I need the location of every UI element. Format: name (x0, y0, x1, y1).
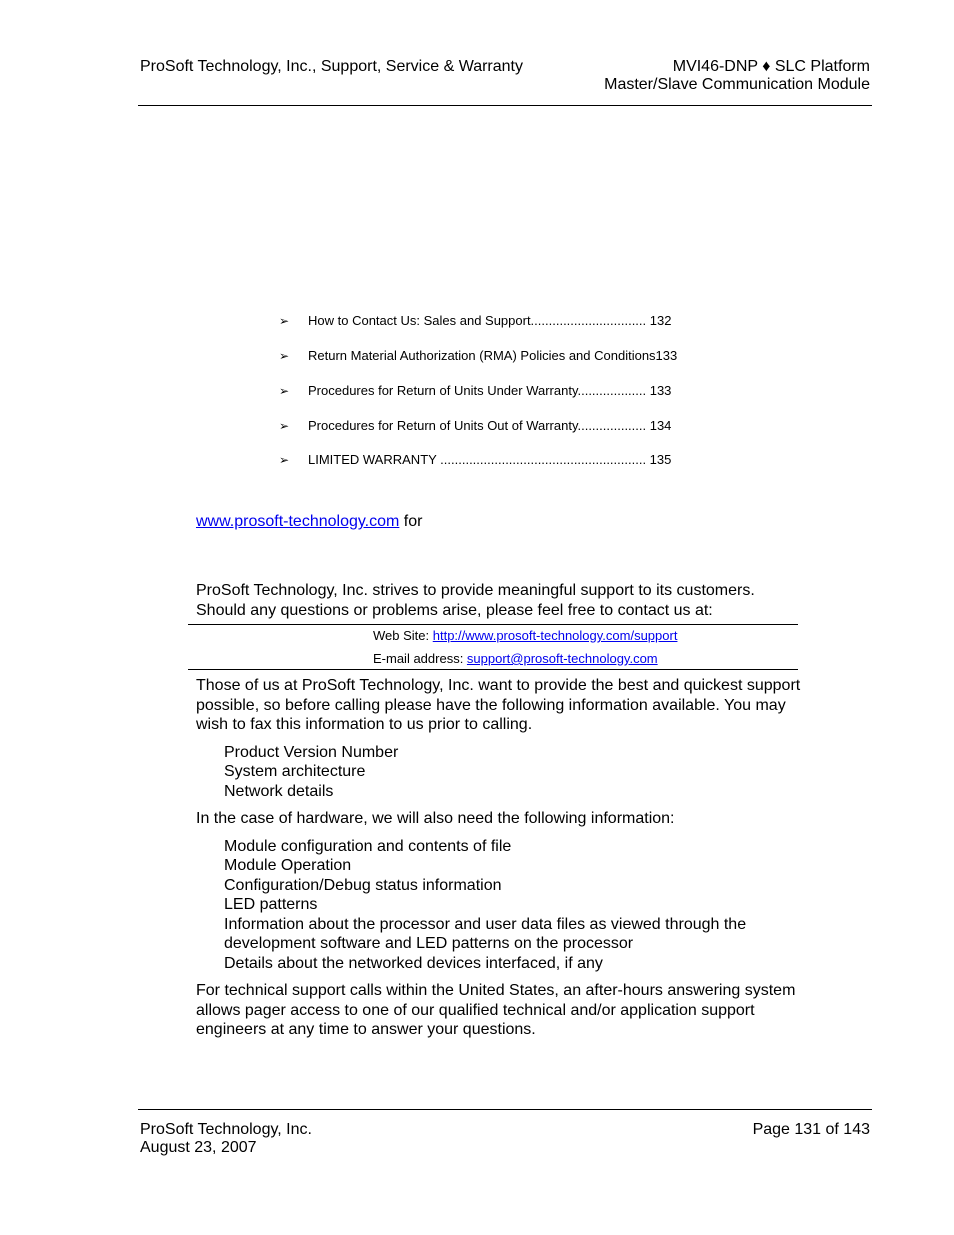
website-suffix: for (399, 513, 423, 530)
website-link[interactable]: www.prosoft-technology.com (196, 513, 400, 530)
paragraph-after-hours: For technical support calls within the United States, an after-hours answering system allows pager access to one of our qualified technical and/or application support engineers at any time to answer your questions. (196, 982, 796, 1038)
website-label: Web Site: (373, 628, 433, 643)
header-rule (138, 105, 872, 106)
list-item: System architecture (224, 763, 366, 780)
toc-item-text: How to Contact Us: Sales and Support................................ 132 (308, 313, 672, 328)
header-product: MVI46-DNP ♦ SLC Platform (672, 58, 870, 75)
contact-bottom-rule (188, 669, 798, 670)
support-paragraph: ProSoft Technology, Inc. strives to provide meaningful support to its customers. Should any questions or problems arise, please feel free to contact us at: (196, 582, 755, 619)
email-contact-row (373, 651, 658, 666)
toc-item[interactable] (279, 452, 671, 468)
contact-top-rule (188, 624, 798, 625)
hardware-list (196, 837, 806, 974)
arrow-bullet-icon: ➢ (279, 349, 290, 363)
toc-item-text: Procedures for Return of Units Under Warranty................... 133 (308, 383, 672, 398)
list-item: Configuration/Debug status information (224, 876, 502, 894)
website-line (196, 512, 422, 532)
support-email-link[interactable]: support@prosoft-technology.com (466, 651, 658, 666)
footer-date: August 23, 2007 (140, 1139, 257, 1156)
support-website-link[interactable]: http://www.prosoft-technology.com/support (432, 628, 678, 643)
footer-left (140, 1121, 312, 1157)
footer-rule (138, 1109, 872, 1110)
list-item: Information about the processor and user data files as viewed through the development software and LED patterns on the processor (224, 915, 747, 952)
header-title-left: ProSoft Technology, Inc., Support, Service & Warranty (140, 58, 523, 75)
list-item: Network details (224, 782, 334, 800)
toc-item[interactable] (279, 418, 671, 434)
website-contact-row (373, 628, 677, 643)
paragraph-preparation: Those of us at ProSoft Technology, Inc. want to provide the best and quickest support possible, so before calling please have the following information available. You may wish to fax this information to us prior to calling. (196, 677, 801, 733)
header-module: Master/Slave Communication Module (604, 76, 870, 93)
paragraph-hardware: In the case of hardware, we will also need the following information: (196, 810, 675, 827)
email-label: E-mail address: (373, 651, 467, 666)
main-body (196, 676, 806, 1040)
footer-page-number: Page 131 of 143 (752, 1121, 870, 1138)
arrow-bullet-icon: ➢ (279, 453, 290, 467)
info-list (196, 743, 806, 802)
list-item: Module configuration and contents of file (224, 837, 512, 855)
list-item: Details about the networked devices interfaced, if any (224, 954, 603, 972)
toc-item-text: LIMITED WARRANTY ......................................................... 135 (308, 452, 672, 467)
arrow-bullet-icon: ➢ (279, 419, 290, 433)
list-item: Module Operation (224, 857, 352, 874)
arrow-bullet-icon: ➢ (279, 314, 290, 328)
toc-item-text: Procedures for Return of Units Out of Warranty................... 134 (308, 418, 672, 433)
toc-item[interactable] (279, 348, 677, 364)
arrow-bullet-icon: ➢ (279, 384, 290, 398)
toc-item[interactable] (279, 313, 671, 329)
footer-company: ProSoft Technology, Inc. (140, 1121, 312, 1138)
toc-item[interactable] (279, 383, 671, 399)
toc-item-text: Return Material Authorization (RMA) Policies and Conditions133 (308, 348, 678, 363)
list-item: Product Version Number (224, 743, 399, 761)
header-title-right (604, 58, 870, 94)
list-item: LED patterns (224, 896, 318, 913)
